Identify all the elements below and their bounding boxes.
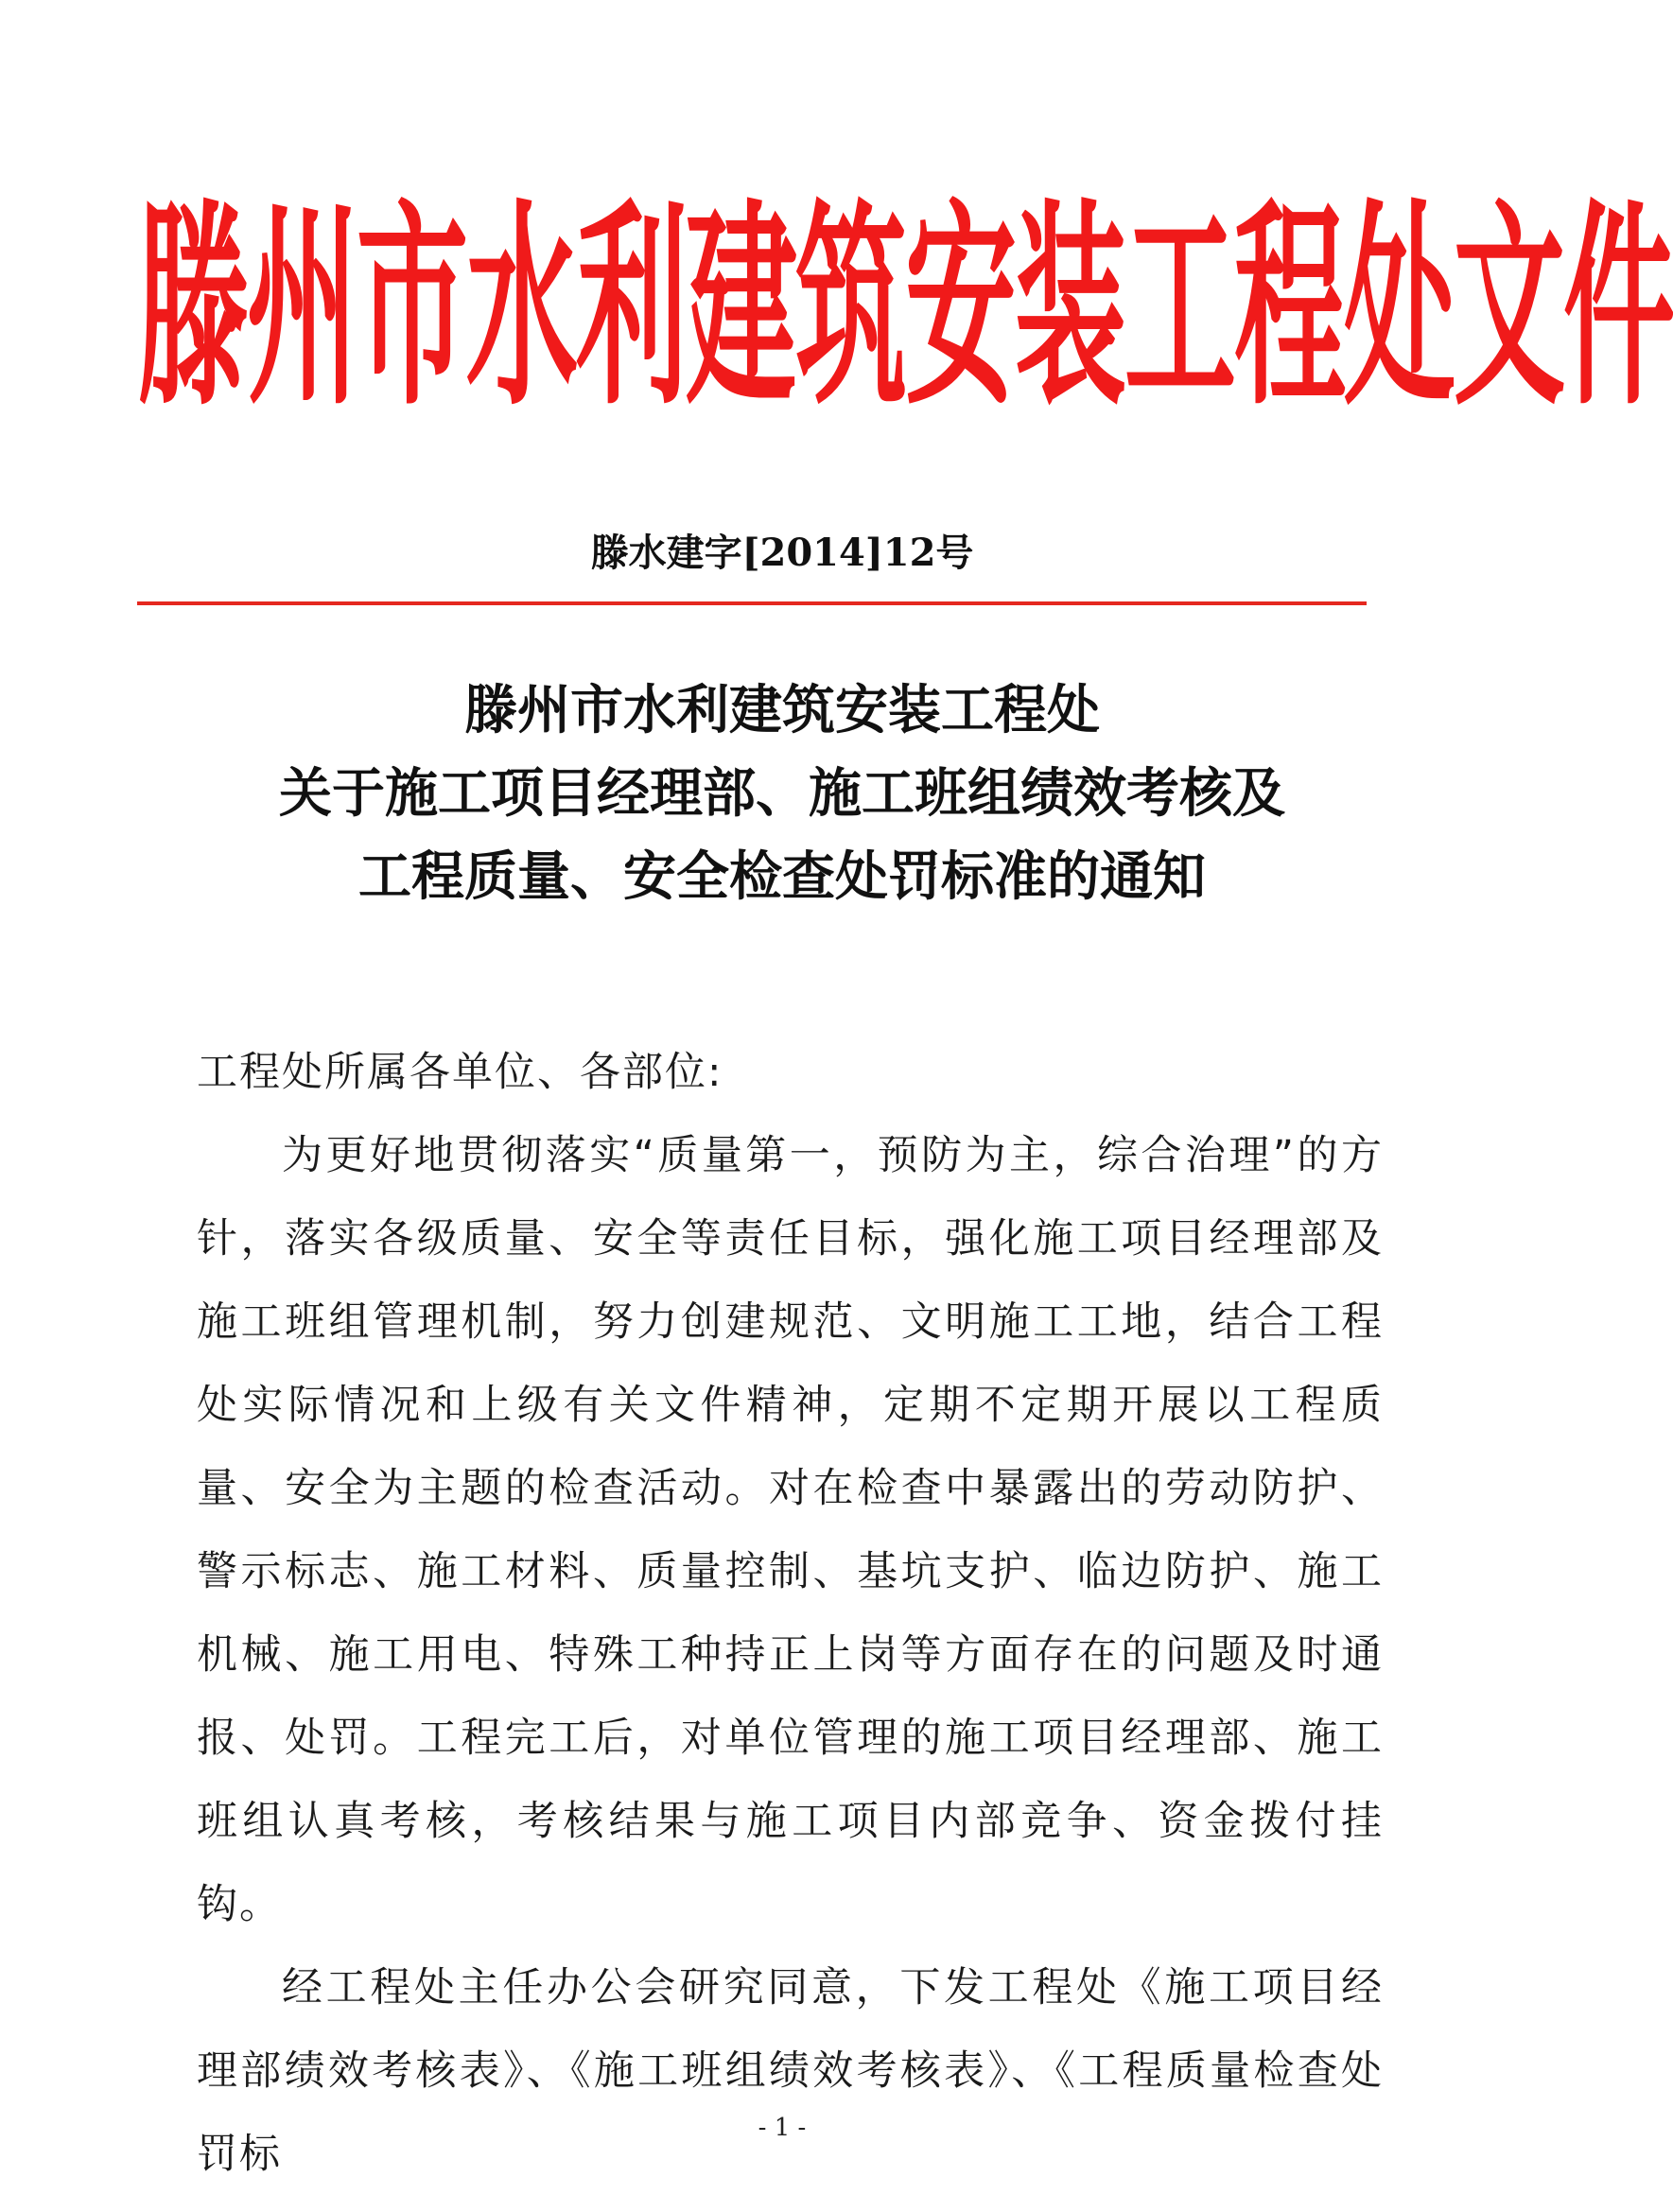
red-divider-line [137,601,1367,605]
title-line-2: 关于施工项目经理部、施工班组绩效考核及 [279,763,1285,825]
page-number: - 1 - [758,2114,807,2142]
document-number: 滕水建字[2014]12号 [590,531,974,575]
salutation: 工程处所属各单位、各部位: [197,1049,723,1096]
title-line-3: 工程质量、安全检查处罚标准的通知 [358,846,1206,908]
red-letterhead [137,180,1673,435]
body-paragraph-2: 经工程处主任办公会研究同意，下发工程处《施工项目经理部绩效考核表》、《施工班组绩效考核表》、《工程质量检查处罚标 [197,1964,1384,2178]
title-line-1: 滕州市水利建筑安装工程处 [464,680,1100,741]
document-body [197,1031,1384,2196]
notice-title [0,670,1564,919]
body-paragraph-1: 为更好地贯彻落实“质量第一，预防为主，综合治理”的方针，落实各级质量、安全等责任目标，强化施工项目经理部及施工班组管理机制，努力创建规范、文明施工工地，结合工程处实际情况和上级有关文件精神，定期不定期开展以工程质量、安全为主题的检查活动。对在检查中暴露出的劳动防护、警示标志、施工材料、质量控制、基坑支护、临边防护、施工机械、施工用电、特殊工种持正上岗等方面存在的问题及时通报、处罚。工程完工后，对单位管理的施工项目经理部、施工班组认真考核，考核结果与施工项目内部竞争、资金拨付挂钩。 [197,1132,1384,1928]
letterhead-title: 滕州市水利建筑安装工程处文件 [137,180,1673,435]
